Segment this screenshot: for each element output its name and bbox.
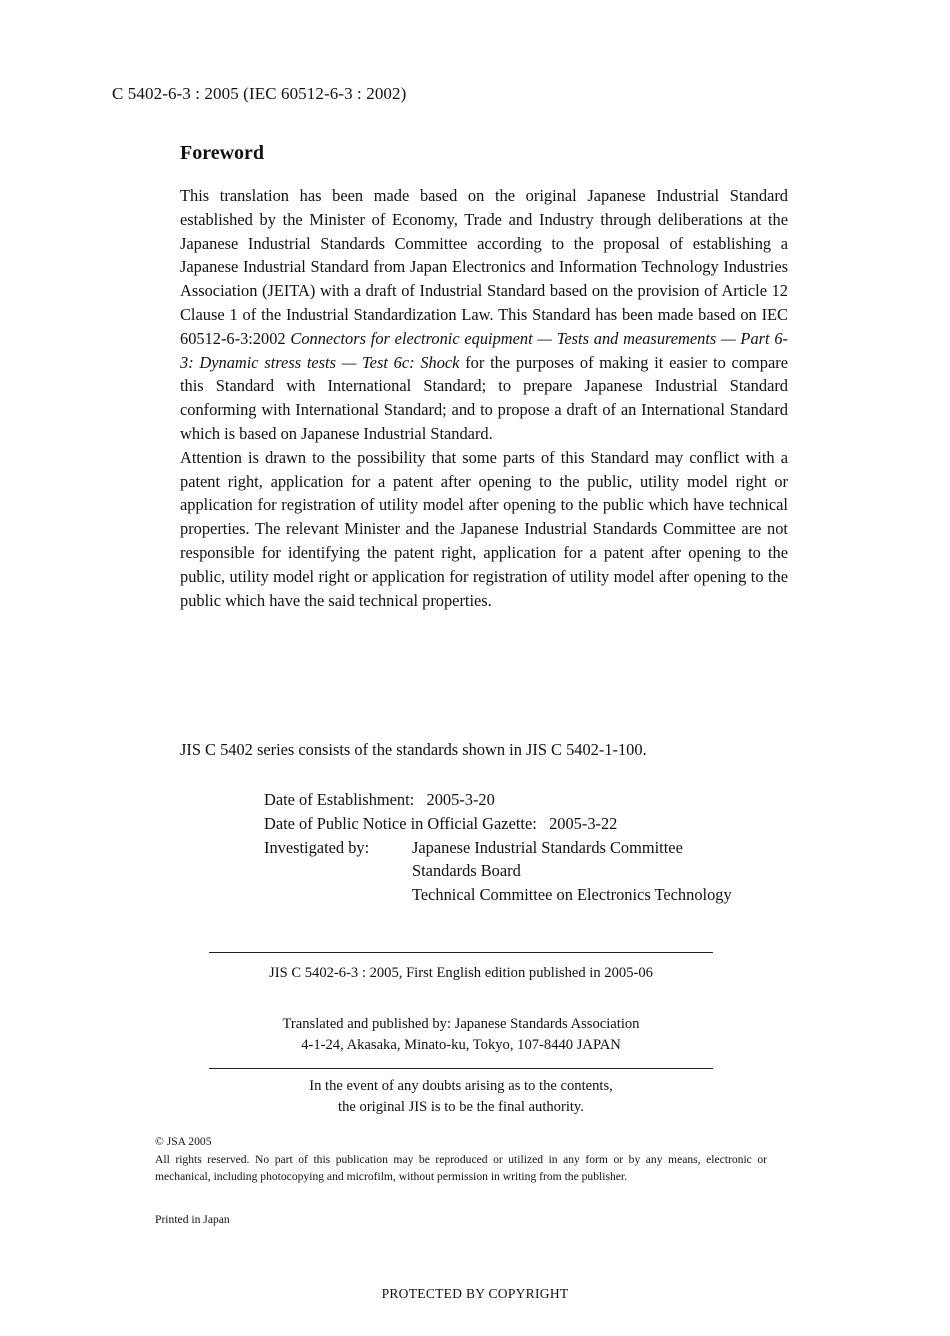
foreword-body: [180, 184, 788, 612]
notice-label: Date of Public Notice in Official Gazette:: [264, 813, 537, 833]
edition-note: JIS C 5402-6-3 : 2005, First English edition published in 2005-06: [269, 965, 653, 981]
investigated-value: Technical Committee on Electronics Technology: [412, 885, 732, 905]
paragraph-1-text-b: for the purposes of making it easier to compare this Standard with International Standard; to prepare Japanese Industrial Standard conforming with International Standard; and to propose a draft of an International Standard which is based on Japanese Industrial Standard.: [180, 352, 788, 443]
foreword-paragraph-1: [180, 184, 788, 446]
establishment-label: Date of Establishment:: [264, 790, 415, 809]
notice-row: [264, 812, 617, 836]
foreword-title: Foreword: [180, 142, 265, 164]
investigated-row: [264, 836, 732, 905]
publisher-line-2: 4-1-24, Akasaka, Minato-ku, Tokyo, 107-8440 JAPAN: [301, 1037, 621, 1053]
protected-footer: PROTECTED BY COPYRIGHT: [381, 1286, 569, 1301]
notice-value: 2005-3-22: [549, 813, 618, 833]
foreword-paragraph-2: Attention is drawn to the possibility that some parts of this Standard may conflict with a patent right, application for a patent after opening to the public, utility model right or application for registration of utility model after opening to the public which have technical properties. The relevant Minister and the Japanese Industrial Standards Committee are not responsible for identifying the patent right, application for a patent after opening to the public, utility model right or application for registration of utility model after opening to the public which have the said technical properties.: [180, 447, 788, 610]
copyright-rights: All rights reserved. No part of this publication may be reproduced or utilized in any form or by any means, electronic or mechanical, including photocopying and microfilm, without permission in writing from the publisher.: [155, 1152, 767, 1183]
copyright-owner: © JSA 2005: [155, 1135, 212, 1148]
investigated-values: [412, 836, 732, 907]
establishment-value: 2005-3-20: [426, 790, 495, 809]
publisher-info: [209, 1014, 713, 1056]
series-note: JIS C 5402 series consists of the standards shown in JIS C 5402-1-100.: [180, 740, 647, 759]
referenced-standard-title: Connectors for electronic equipment — Tests and measurements — Part 6-3: Dynamic stress tests — Test 6c: Shock: [180, 328, 789, 372]
investigated-value: Japanese Industrial Standards Committee: [412, 837, 683, 857]
authority-line-2: the original JIS is to be the final authority.: [338, 1099, 584, 1115]
authority-line-1: In the event of any doubts arising as to the contents,: [309, 1078, 613, 1094]
divider-bottom: [209, 1068, 713, 1069]
printed-in: Printed in Japan: [155, 1213, 230, 1226]
establishment-row: [264, 788, 617, 812]
paragraph-1-text-a: This translation has been made based on the original Japanese Industrial Standard established by the Minister of Economy, Trade and Industry through deliberations at the Japanese Industrial Standards Committee according to the proposal of establishing a Japanese Industrial Standard from Japan Electronics and Information Technology Industries Association (JEITA) with a draft of Industrial Standard based on the provision of Article 12 Clause 1 of the Industrial Standardization Law. This Standard has been made based on IEC 60512-6-3:2002: [180, 186, 788, 348]
investigated-label: Investigated by:: [264, 837, 370, 857]
dates-block: [264, 788, 732, 905]
publisher-line-1: Translated and published by: Japanese Standards Association: [282, 1016, 640, 1032]
copyright-block: [155, 1133, 767, 1186]
document-header: C 5402-6-3 : 2005 (IEC 60512-6-3 : 2002): [112, 84, 407, 103]
divider-top: [209, 952, 713, 953]
authority-note: [209, 1076, 713, 1118]
investigated-value: Standards Board: [412, 861, 521, 881]
